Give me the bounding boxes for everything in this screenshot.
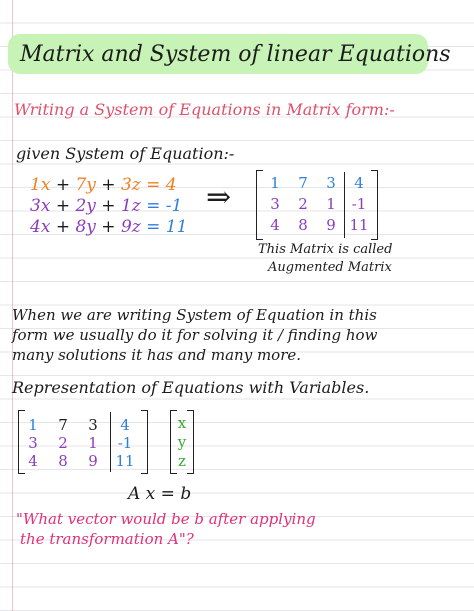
matrix-left-bracket xyxy=(256,170,263,240)
eq3-op2: + xyxy=(101,217,116,237)
mat-r2-c1: 3 xyxy=(28,434,38,452)
aug-r3-c1: 4 xyxy=(270,216,280,234)
eq2-op2: + xyxy=(101,196,116,216)
matrix-separator xyxy=(344,172,345,238)
note-line-2: Augmented Matrix xyxy=(268,260,392,275)
aug-r3-c2: 8 xyxy=(298,216,308,234)
aug-r3-c3: 9 xyxy=(326,216,336,234)
mat-r3-c1: 4 xyxy=(28,452,38,470)
matrix2-right-bracket xyxy=(141,410,148,474)
aug-r2-c1: 3 xyxy=(270,195,280,213)
ax-equals-b: A x = b xyxy=(128,484,192,504)
page-title: Matrix and System of linear Equations xyxy=(20,42,451,67)
eq1-op2: + xyxy=(101,175,116,195)
eq3-x: 4x xyxy=(30,217,51,237)
aug-r2-c3: 1 xyxy=(326,195,336,213)
mat-r1-c2: 7 xyxy=(58,416,68,434)
section-heading: Writing a System of Equations in Matrix form:- xyxy=(14,100,395,119)
aug-r1-c4: 4 xyxy=(354,174,364,192)
quote-line-1: "What vector would be b after applying xyxy=(16,510,316,528)
matrix-right-bracket xyxy=(371,170,378,240)
equation-row-1 xyxy=(30,175,177,195)
eq3-z: 9z xyxy=(120,217,141,237)
mat-r1-c1: 1 xyxy=(28,416,38,434)
mat-r2-c2: 2 xyxy=(58,434,68,452)
mat-r3-c3: 9 xyxy=(88,452,98,470)
implies-arrow-icon: ⇒ xyxy=(206,180,232,215)
mat-r1-c3: 3 xyxy=(88,416,98,434)
equation-row-3 xyxy=(30,217,187,237)
eq1-x: 1x xyxy=(30,175,51,195)
eq1-y: 7y xyxy=(75,175,96,195)
eq1-op1: + xyxy=(55,175,71,195)
variable-vector xyxy=(170,410,194,474)
mat-r1-c4: 4 xyxy=(120,416,130,434)
representation-heading: Representation of Equations with Variables. xyxy=(12,378,370,397)
eq2-z: 1z xyxy=(120,196,141,216)
paragraph-line-3: many solutions it has and many more. xyxy=(12,346,302,364)
matrix2-separator xyxy=(110,412,111,472)
aug-r1-c3: 3 xyxy=(326,174,336,192)
augmented-matrix xyxy=(256,170,378,240)
eq2-op1: + xyxy=(55,196,71,216)
mat-r2-c3: 1 xyxy=(88,434,98,452)
quote-line-2: the transformation A"? xyxy=(20,530,194,548)
aug-r1-c1: 1 xyxy=(270,174,280,192)
eq1-z: 3z xyxy=(120,175,141,195)
paragraph-line-2: form we usually do it for solving it / finding how xyxy=(12,326,378,344)
eq2-y: 2y xyxy=(75,196,96,216)
aug-r1-c2: 7 xyxy=(298,174,308,192)
aug-r2-c2: 2 xyxy=(298,195,308,213)
mat-r3-c2: 8 xyxy=(58,452,68,470)
coefficient-matrix xyxy=(18,410,148,474)
var-x: x xyxy=(177,414,187,432)
note-line-1: This Matrix is called xyxy=(258,242,393,257)
given-label: given System of Equation:- xyxy=(16,144,235,163)
paragraph-line-1: When we are writing System of Equation in this xyxy=(12,306,377,324)
eq3-y: 8y xyxy=(75,217,96,237)
equation-row-2 xyxy=(30,196,182,216)
eq1-rhs: = 4 xyxy=(146,175,177,195)
eq2-rhs: = -1 xyxy=(146,196,183,216)
aug-r3-c4: 11 xyxy=(349,216,369,234)
var-z: z xyxy=(178,452,186,470)
mat-r2-c4: -1 xyxy=(117,434,133,452)
aug-r2-c4: -1 xyxy=(351,195,367,213)
eq2-x: 3x xyxy=(30,196,51,216)
eq3-op1: + xyxy=(55,217,71,237)
eq3-rhs: = 11 xyxy=(146,217,188,237)
mat-r3-c4: 11 xyxy=(115,452,135,470)
var-y: y xyxy=(177,433,187,451)
